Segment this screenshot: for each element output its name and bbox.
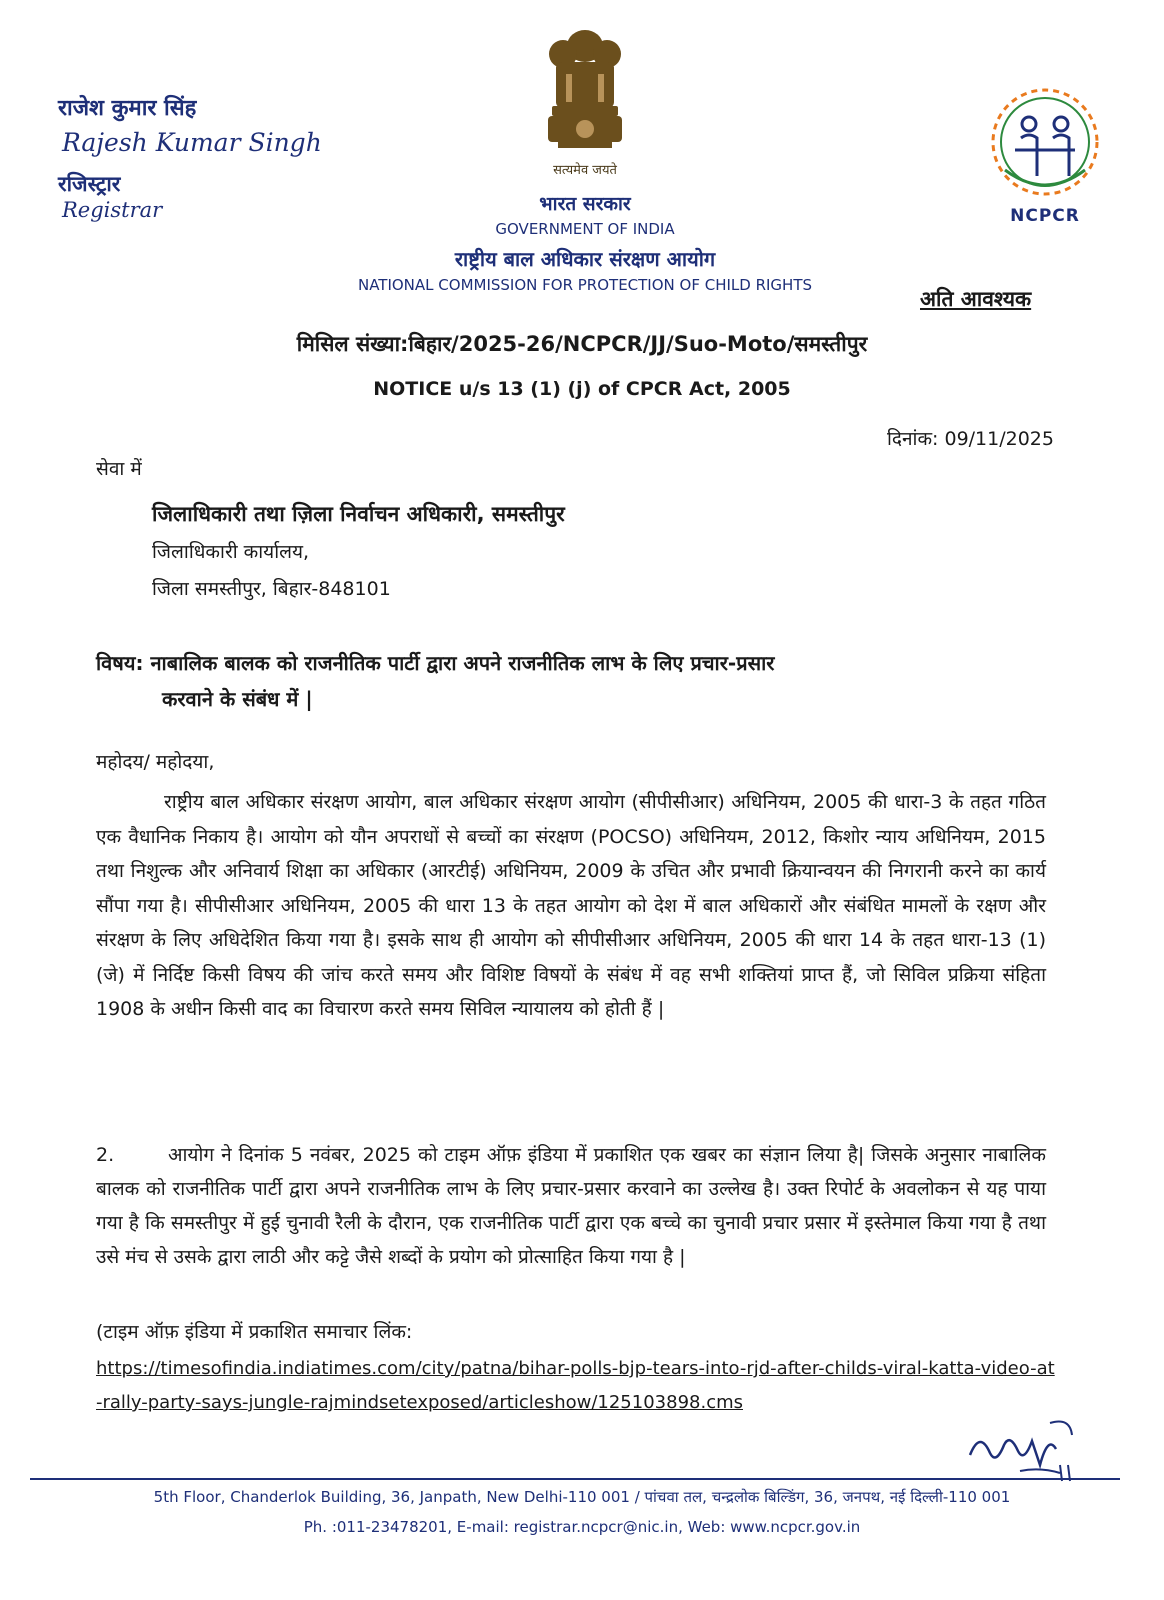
commission-english: NATIONAL COMMISSION FOR PROTECTION OF CHILD RIGHTS (357, 276, 813, 294)
subject-line-1: नाबालिक बालक को राजनीतिक पार्टी द्वारा अपने राजनीतिक लाभ के लिए प्रचार-प्रसार (150, 651, 775, 675)
recipient-salutation: सेवा में (96, 458, 142, 480)
subject-label: विषय: (96, 651, 144, 675)
sender-role-english: Registrar (62, 198, 163, 222)
sender-role-hindi: रजिस्ट्रार (58, 172, 121, 196)
ncpcr-logo-text: NCPCR (1010, 206, 1080, 226)
footer-divider (30, 1478, 1120, 1480)
emblem-motto: सत्यमेव जयते (553, 163, 617, 178)
subject-line-2: करवाने के संबंध में | (162, 687, 313, 711)
sender-name-hindi: राजेश कुमार सिंह (58, 96, 197, 121)
news-link[interactable]: https://timesofindia.indiatimes.com/city/patna/bihar-polls-bjp-tears-into-rjd-after-childs-viral-katta-video-at-rally-party-says-jungle-rajmindsetexposed/articleshow/125103898.cms (96, 1358, 1055, 1413)
ncpcr-logo-icon (985, 80, 1105, 210)
subject-block (96, 645, 1056, 717)
government-hindi: भारत सरकार (539, 193, 631, 215)
urgent-label: अति आवश्यक (920, 287, 1032, 311)
news-link-label: (टाइम ऑफ़ इंडिया में प्रकाशित समाचार लिंक: (96, 1321, 413, 1343)
national-emblem-icon (530, 18, 640, 168)
footer-contact: Ph. :011-23478201, E-mail: registrar.ncpcr@nic.in, Web: www.ncpcr.gov.in (303, 1518, 861, 1536)
recipient-office: जिलाधिकारी कार्यालय, (152, 541, 310, 563)
notice-heading: NOTICE u/s 13 (1) (j) of CPCR Act, 2005 (373, 378, 791, 400)
paragraph-2 (96, 1138, 1046, 1274)
footer-address: 5th Floor, Chanderlok Building, 36, Janpath, New Delhi-110 001 / पांचवा तल, चन्द्रलोक बिल्डिंग, 36, जनपथ, नई दिल्ली-110 001 (153, 1488, 1011, 1506)
body-salutation: महोदय/ महोदया, (96, 751, 215, 773)
paragraph-2-text: आयोग ने दिनांक 5 नवंबर, 2025 को टाइम ऑफ़ इंडिया में प्रकाशित एक खबर का संज्ञान लिया है| जिसके अनुसार नाबालिक बालक को राजनीतिक पार्टी द्वारा अपने राजनीतिक लाभ के लिए प्रचार-प्रसार करवाने का उल्लेख है। उक्त रिपोर्ट के अवलोकन से यह पाया गया है कि समस्तीपुर में हुई चुनावी रैली के दौरान, एक राजनीतिक पार्टी द्वारा एक बच्चे का चुनावी प्रचार प्रसार में इस्तेमाल किया गया है तथा उसे मंच से उसके द्वारा लाठी और कट्टे जैसे शब्दों के प्रयोग को प्रोत्साहित किया गया है | (96, 1144, 1046, 1268)
recipient-address: जिला समस्तीपुर, बिहार-848101 (152, 578, 391, 600)
paragraph-2-number: 2. (96, 1144, 115, 1166)
paragraph-1: राष्ट्रीय बाल अधिकार संरक्षण आयोग, बाल अधिकार संरक्षण आयोग (सीपीसीआर) अधिनियम, 2005 की धारा-3 के तहत गठित एक वैधानिक निकाय है। आयोग को यौन अपराधों से बच्चों का संरक्षण (POCSO) अधिनियम, 2012, किशोर न्याय अधिनियम, 2015 तथा निशुल्क और अनिवार्य शिक्षा का अधिकार (आरटीई) अधिनियम, 2009 के उचित और प्रभावी क्रियान्वयन की निगरानी करने का कार्य सौंपा गया है। सीपीसीआर अधिनियम, 2005 की धारा 13 के तहत आयोग को देश में बाल अधिकारों और संबंधित मामलों के रक्षण और संरक्षण के लिए अधिदेशित किया गया है। इसके साथ ही आयोग को सीपीसीआर अधिनियम, 2005 की धारा 14 के तहत धारा-13 (1)(जे) में निर्दिष्ट किसी विषय की जांच करते समय और विशिष्ट विषयों के संबंध में वह सभी शक्तियां प्राप्त हैं, जो सिविल प्रक्रिया संहिता 1908 के अधीन किसी वाद का विचारण करते समय सिविल न्यायालय को होती हैं | (96, 791, 1046, 1020)
file-number: मिसिल संख्या:बिहार/2025-26/NCPCR/JJ/Suo-Moto/समस्तीपुर (296, 332, 868, 356)
commission-hindi: राष्ट्रीय बाल अधिकार संरक्षण आयोग (454, 247, 716, 271)
signature-mark (960, 1415, 1100, 1485)
recipient-title: जिलाधिकारी तथा ज़िला निर्वाचन अधिकारी, समस्तीपुर (152, 502, 565, 526)
government-english: GOVERNMENT OF INDIA (495, 220, 675, 238)
sender-name-english: Rajesh Kumar Singh (62, 128, 322, 157)
letter-date: दिनांक: 09/11/2025 (886, 428, 1054, 450)
